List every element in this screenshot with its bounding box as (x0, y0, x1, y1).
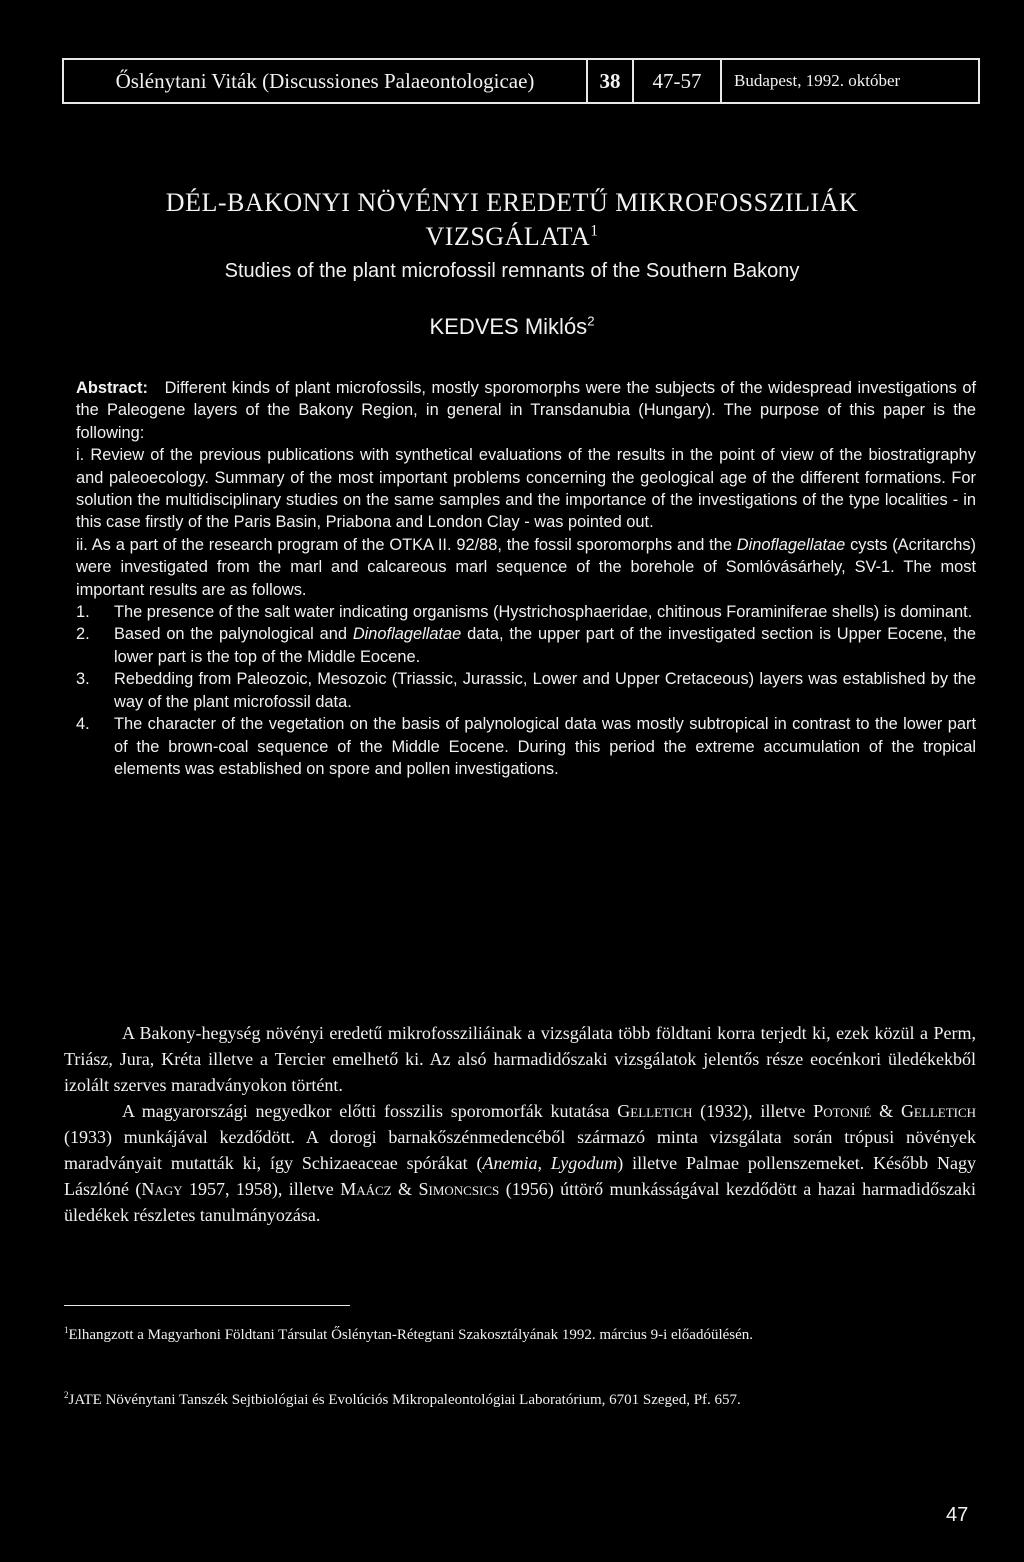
place-date: Budapest, 1992. október (734, 71, 901, 90)
author-footnote-mark: 2 (587, 313, 595, 329)
abstract (76, 377, 976, 780)
footnote-1: $^1$Elhangzott a Magyarhoni Földtani Társulat Őslénytan-Rétegtani Szakosztályának 1992. március 9-i előadóülésén. (64, 1325, 754, 1343)
footnote-2: $^2$JATE Növénytani Tanszék Sejtbiológiai és Evolúciós Mikropaleontológiai Laboratórium, 6701 Szeged, Pf. 657. (64, 1390, 741, 1408)
volume-number: 38 (588, 60, 634, 102)
title-line-1: DÉL-BAKONYI NÖVÉNYI EREDETŰ MIKROFOSSZILIÁK (165, 188, 859, 217)
abstract-point-ii: ii. As a part of the research program of the OTKA II. 92/88, the fossil sporomorphs and the Dinoflagellatae cysts (Acritarchs) were investigated from the marl and calcareous marl sequence of the borehole of Somlóvásárhely, SV-1. The most important results are as follows. (76, 535, 976, 599)
journal-header (62, 58, 980, 104)
abstract-intro: Abstract: Different kinds of plant microfossils, mostly sporomorphs were the subjects of the widespread investigations of the Paleogene layers of the Bakony Region, in general in Transdanubia (Hungary). The purpose of this paper is the following: (76, 379, 977, 442)
page-range: 47-57 (634, 60, 722, 102)
author (0, 314, 1024, 340)
page-number: 47 (946, 1504, 969, 1526)
result-item: 1. The presence of the salt water indicating organisms (Hystrichosphaeridae, chitinous Foraminiferae shells) is dominant. (76, 603, 973, 622)
english-subtitle: Studies of the plant microfossil remnants of the Southern Bakony (224, 260, 800, 282)
journal-name: Őslénytani Viták (Discussiones Palaeontologicae) (64, 60, 588, 102)
body-paragraph-2: A magyarországi negyedkor előtti fosszilis sporomorfák kutatása Gelletich (1932), illetve Potonié & Gelletich (1933) munkájával kezdődött. A dorogi barnakőszénmedencéből származó minta vizsgálata során trópusi növények maradványait mutatták ki, így Schizaeaceae spórákat (Anemia, Lygodum) illetve Palmae pollenszemeket. Később Nagy Lászlóné (Nagy 1957, 1958), illetve Maácz & Simoncsics (1956) úttörő munkásságával kezdődött a hazai harmadidőszaki üledékek részletes tanulmányozása. (64, 1101, 977, 1225)
footnote-divider (64, 1305, 350, 1306)
body-paragraph-1: A Bakony-hegység növényi eredetű mikrofossziliáinak a vizsgálata több földtani korra terjedt ki, ezek közül a Perm, Triász, Jura, Kréta illetve a Tercier emelhető ki. Az alsó harmadidőszaki vizsgálatok jelentős része eocénkori üledékekből izolált szerves maradványokon történt. (64, 1023, 976, 1095)
result-item: 4. The character of the vegetation on the basis of palynological data was mostly subtropical in contrast to the lower part of the brown-coal sequence of the Middle Eocene. During this period the extreme accumulation of the tropical elements was established on spore and pollen investigations. (76, 715, 976, 778)
abstract-point-i: i. Review of the previous publications with synthetical evaluations of the results in the point of view of the biostratigraphy and paleoecology. Summary of the most important problems concerning the geological age of the different formations. For solution the multidisciplinary studies on the same samples and the importance of the investigations of the type localities - in this case firstly of the Paris Basin, Priabona and London Clay - was pointed out. (76, 446, 976, 532)
author-name: KEDVES Miklós (429, 314, 588, 339)
abstract-label: Abstract: (76, 379, 148, 397)
title-line-2: VIZSGÁLATA$^1$ (425, 222, 599, 251)
title-footnote-mark: 1 (590, 222, 599, 240)
article-body (64, 1020, 976, 1228)
article-title (0, 186, 1024, 254)
result-item: 2. Based on the palynological and Dinoflagellatae data, the upper part of the investigated section is Upper Eocene, the lower part is the top of the Middle Eocene. (76, 625, 976, 666)
result-item: 3. Rebedding from Paleozoic, Mesozoic (Triassic, Jurassic, Lower and Upper Cretaceous) layers was established by the way of the plant microfossil data. (76, 670, 976, 711)
